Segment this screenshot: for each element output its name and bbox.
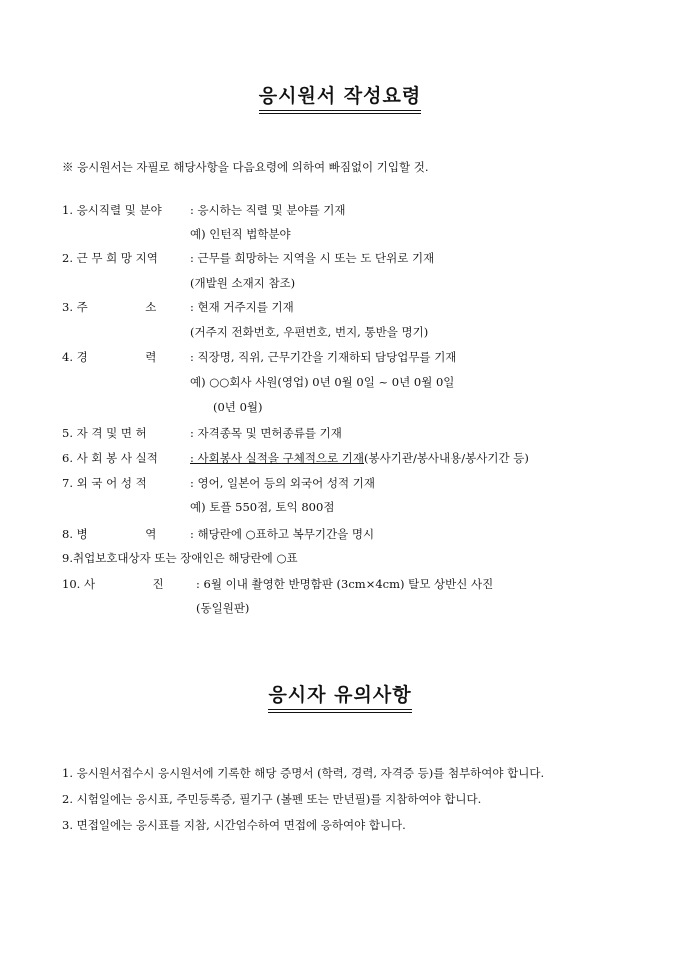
list-item xyxy=(62,527,374,541)
item-label: 1. 응시직렬 및 분야 xyxy=(62,203,162,217)
item-label: 5. 자 격 및 면 허 xyxy=(62,426,147,440)
list-item xyxy=(62,426,342,440)
item-desc: : 근무를 희망하는 지역을 시 또는 도 단위로 기재 xyxy=(190,251,435,265)
item-desc-underlined: : 사회봉사 실적을 구체적으로 기재 xyxy=(190,451,365,465)
list-item xyxy=(62,476,375,490)
list-item xyxy=(62,251,434,265)
note-item: 3. 면접일에는 응시표를 지참, 시간엄수하여 면접에 응하여야 합니다. xyxy=(62,818,406,832)
item-label: 8. 병 역 xyxy=(62,527,157,541)
item-label: 7. 외 국 어 성 적 xyxy=(62,476,147,490)
title-text: 응시원서 작성요령 xyxy=(259,84,421,114)
list-item xyxy=(62,350,456,364)
item-label: 2. 근 무 희 망 지역 xyxy=(62,251,158,265)
item-desc: : 자격종목 및 면허종류를 기재 xyxy=(190,426,342,440)
list-item xyxy=(62,300,294,314)
item-sub: (0년 0월) xyxy=(190,400,263,414)
item-label: 10. 사 진 xyxy=(62,577,164,591)
list-item xyxy=(62,577,493,591)
note-item: 1. 응시원서접수시 응시원서에 기록한 해당 증명서 (학력, 경력, 자격증 등)를 첨부하여야 합니다. xyxy=(62,766,545,780)
item-desc: : 해당란에 ○표하고 복무기간을 명시 xyxy=(190,527,375,541)
section-title-applicant-notes xyxy=(0,683,680,713)
item-sub: 예) ○○회사 사원(영업) 0년 0월 0일 ~ 0년 0월 0일 xyxy=(190,375,455,389)
list-item xyxy=(62,203,345,217)
item-label: 4. 경 력 xyxy=(62,350,157,364)
item-desc: : 6월 이내 촬영한 반명함판 (3cm×4cm) 탈모 상반신 사진 xyxy=(196,577,494,591)
item-sub: 예) 토플 550점, 토익 800점 xyxy=(190,500,335,514)
title-text: 응시자 유의사항 xyxy=(268,683,411,713)
intro-text: ※ 응시원서는 자필로 해당사항을 다음요령에 의하여 빠짐없이 기입할 것. xyxy=(62,160,429,174)
item-desc: : 직장명, 직위, 근무기간을 기재하되 담당업무를 기재 xyxy=(190,350,457,364)
item-desc: : 응시하는 직렬 및 분야를 기재 xyxy=(190,203,346,217)
item-sub: (개발원 소재지 참조) xyxy=(190,276,296,290)
item-desc: : 현재 거주지를 기재 xyxy=(190,300,294,314)
item-sub: (거주지 전화번호, 우편번호, 번지, 통반을 명기) xyxy=(190,325,429,339)
item-desc: : 영어, 일본어 등의 외국어 성적 기재 xyxy=(190,476,375,490)
item-label: 6. 사 회 봉 사 실적 xyxy=(62,451,158,465)
item-sub: (동일원판) xyxy=(196,601,250,615)
item-sub: 예) 인턴직 법학분야 xyxy=(190,227,291,241)
item-label: 3. 주 소 xyxy=(62,300,157,314)
item-desc-rest: (봉사기관/봉사내용/봉사기간 등) xyxy=(364,451,529,465)
list-item: 9.취업보호대상자 또는 장애인은 해당란에 ○표 xyxy=(62,551,298,565)
list-item xyxy=(62,451,529,465)
note-item: 2. 시험일에는 응시표, 주민등록증, 필기구 (볼펜 또는 만년필)를 지참하여야 합니다. xyxy=(62,792,482,806)
section-title-application-guide xyxy=(0,84,680,114)
